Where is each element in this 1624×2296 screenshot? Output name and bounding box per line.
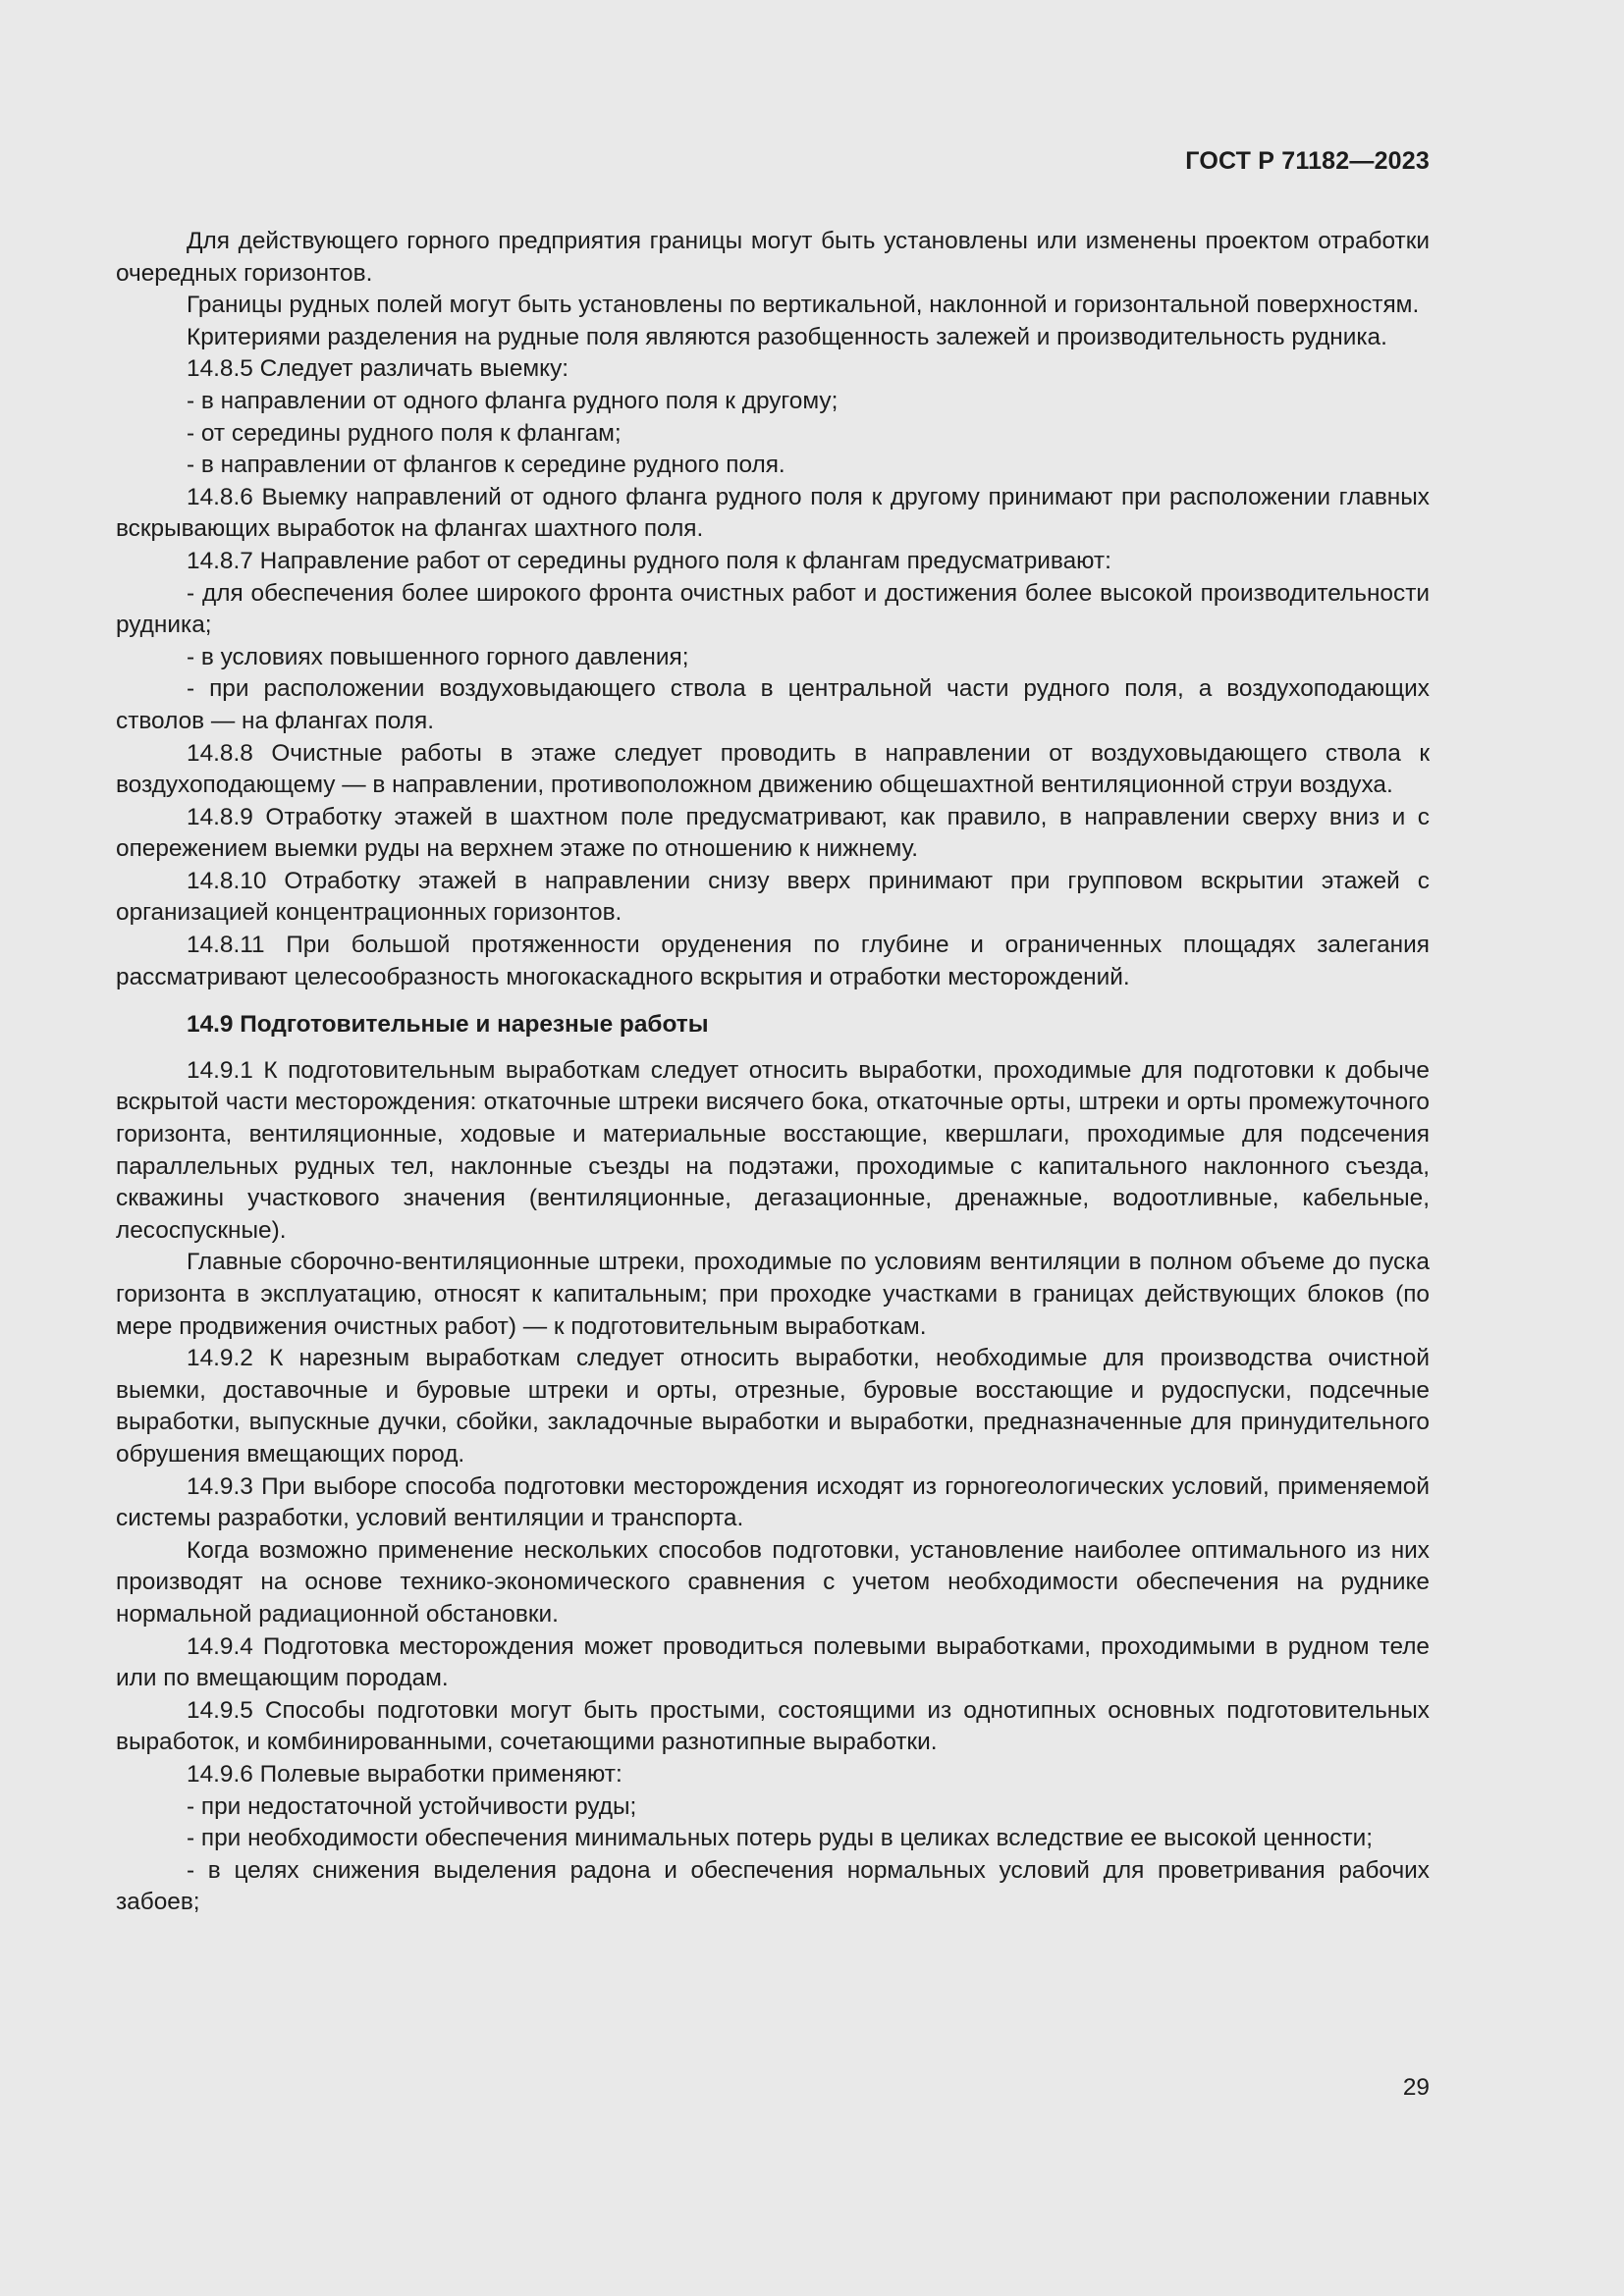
clause-14-8-6: 14.8.6 Выемку направлений от одного фланга рудного поля к другому принимают при расположении главных вскрывающих выработок на флангах шахтного поля.: [116, 483, 1430, 543]
list-item: - при недостаточной устойчивости руды;: [187, 1792, 637, 1820]
document-header-id: ГОСТ Р 71182—2023: [1185, 147, 1430, 175]
paragraph: Когда возможно применение нескольких способов подготовки, установление наиболее оптимального из них производят на основе технико-экономического сравнения с учетом необходимости обеспечения на руднике нормальной радиационной обстановки.: [116, 1536, 1430, 1628]
section-heading: 14.9 Подготовительные и нарезные работы: [187, 1011, 709, 1039]
clause-14-9-6: 14.9.6 Полевые выработки применяют:: [187, 1760, 623, 1788]
paragraph: Границы рудных полей могут быть установлены по вертикальной, наклонной и горизонтальной поверхностям.: [187, 292, 1420, 319]
paragraph: Главные сборочно-вентиляционные штреки, проходимые по условиям вентиляции в полном объеме до пуска горизонта в эксплуатацию, относят к капитальным; при проходке участками в границах действующих блоков (по мере продвижения очистных работ) — к подготовительным выработкам.: [116, 1249, 1430, 1340]
list-item: - в направлении от флангов к середине рудного поля.: [187, 452, 785, 479]
clause-14-8-9: 14.8.9 Отработку этажей в шахтном поле предусматривают, как правило, в направлении сверху вниз и с опережением выемки руды на верхнем этаже по отношению к нижнему.: [116, 803, 1430, 863]
clause-14-9-2: 14.9.2 К нарезным выработкам следует относить выработки, необходимые для производства очистной выемки, доставочные и буровые штреки и орты, отрезные, буровые восстающие и рудоспуски, подсечные выработки, выпускные дучки, сбойки, закладочные выработки и выработки, предназначенные для принудительного обрушения вмещающих пород.: [116, 1345, 1430, 1468]
clause-14-8-11: 14.8.11 При большой протяженности оруденения по глубине и ограниченных площадях залегания рассматривают целесообразность многокаскадного вскрытия и отработки месторождений.: [116, 932, 1430, 990]
page-number: 29: [1402, 2074, 1430, 2101]
paragraph: Для действующего горного предприятия границы могут быть установлены или изменены проектом отработки очередных горизонтов.: [116, 228, 1430, 287]
list-item: - от середины рудного поля к флангам;: [187, 419, 622, 447]
document-body: [116, 226, 1430, 1919]
list-item: - при необходимости обеспечения минимальных потерь руды в целиках вследствие ее высокой ценности;: [187, 1825, 1374, 1852]
clause-14-9-5: 14.9.5 Способы подготовки могут быть простыми, состоящими из однотипных основных подготовительных выработок, и комбинированными, сочетающими разнотипные выработки.: [116, 1696, 1430, 1756]
list-item: - в направлении от одного фланга рудного поля к другому;: [187, 387, 839, 414]
clause-14-9-1: 14.9.1 К подготовительным выработкам следует относить выработки, проходимые для подготовки к добыче вскрытой части месторождения: откаточные штреки висячего бока, откаточные орты, штреки и орты промежуточного горизонта, вентиляционные, ходовые и материальные восстающие, квершлаги, проходимые для подсечения параллельных рудных тел, наклонные съезды на подэтажи, проходимые с капитального наклонного съезда, скважины участкового значения (вентиляционные, дегазационные, дренажные, водоотливные, кабельные, лесоспускные).: [116, 1056, 1430, 1244]
paragraph: Критериями разделения на рудные поля являются разобщенность залежей и производительность рудника.: [187, 323, 1387, 350]
clause-14-8-8: 14.8.8 Очистные работы в этаже следует проводить в направлении от воздуховыдающего ствола к воздухоподающему — в направлении, противоположном движению общешахтной вентиляционной струи воздуха.: [116, 739, 1430, 799]
clause-14-8-7: 14.8.7 Направление работ от середины рудного поля к флангам предусматривают:: [187, 547, 1111, 574]
clause-14-9-3: 14.9.3 При выборе способа подготовки месторождения исходят из горногеологических условий, применяемой системы разработки, условий вентиляции и транспорта.: [116, 1472, 1430, 1532]
clause-14-8-5: 14.8.5 Следует различать выемку:: [187, 355, 569, 383]
list-item: - при расположении воздуховыдающего ствола в центральной части рудного поля, а воздухоподающих стволов — на флангах поля.: [116, 675, 1430, 734]
clause-14-8-10: 14.8.10 Отработку этажей в направлении снизу вверх принимают при групповом вскрытии этажей с организацией концентрационных горизонтов.: [116, 867, 1430, 927]
list-item: - в целях снижения выделения радона и обеспечения нормальных условий для проветривания рабочих забоев;: [116, 1856, 1430, 1916]
list-item: - в условиях повышенного горного давления;: [187, 643, 689, 670]
clause-14-9-4: 14.9.4 Подготовка месторождения может проводиться полевыми выработками, проходимыми в рудном теле или по вмещающим породам.: [116, 1632, 1430, 1692]
list-item: - для обеспечения более широкого фронта очистных работ и достижения более высокой производительности рудника;: [116, 579, 1430, 639]
